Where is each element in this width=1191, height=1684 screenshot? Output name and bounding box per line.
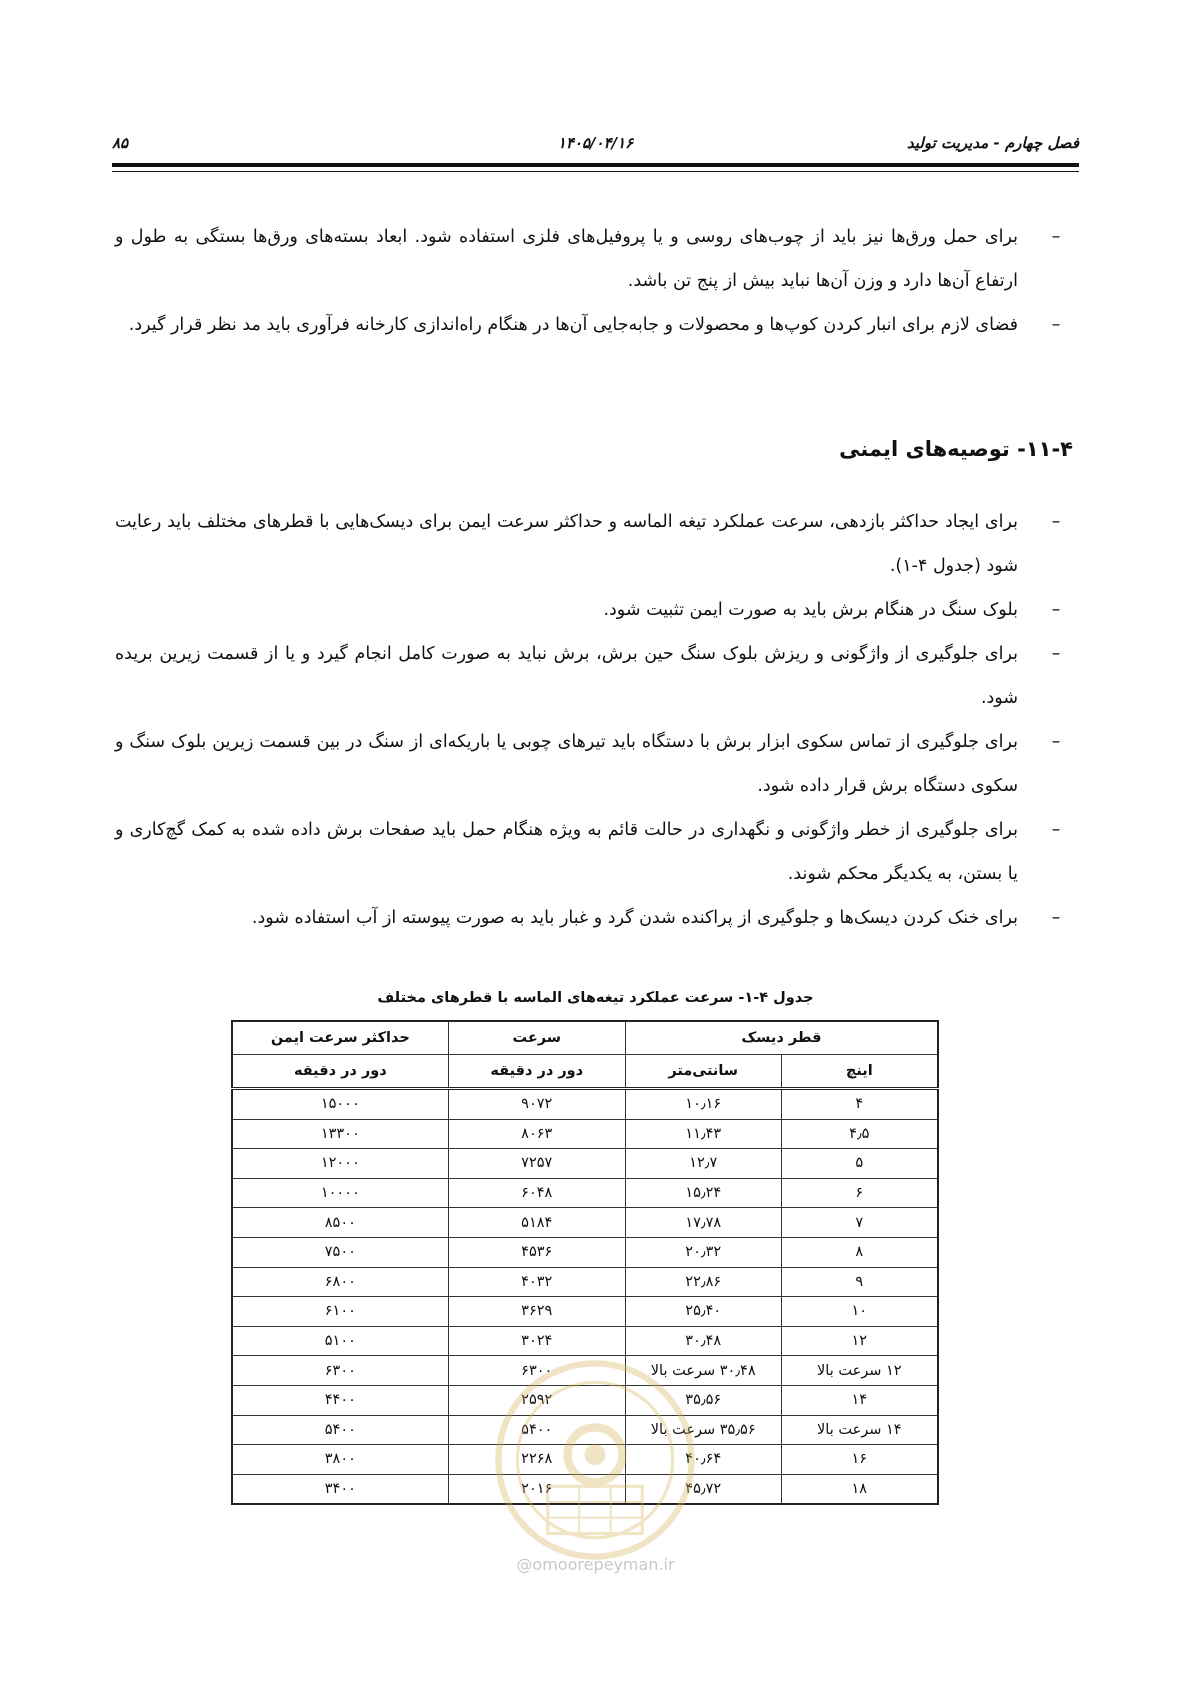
- bullet-item: [115, 303, 1073, 347]
- table-row: [232, 1208, 938, 1238]
- cell-inch: ۱۰: [781, 1297, 938, 1327]
- cell-max-safe-speed: ۵۱۰۰: [232, 1326, 448, 1356]
- cell-max-safe-speed: ۷۵۰۰: [232, 1237, 448, 1267]
- cell-cm: ۳۰٫۴۸ سرعت بالا: [625, 1356, 781, 1386]
- cell-max-safe-speed: ۱۰۰۰۰: [232, 1178, 448, 1208]
- cell-speed: ۹۰۷۲: [448, 1089, 625, 1120]
- bullet-text: برای جلوگیری از واژگونی و ریزش بلوک سنگ حین برش، برش نباید به صورت کامل انجام گیرد و یا از قسمت زیرین بریده شود.: [115, 644, 1018, 708]
- cell-cm: ۴۵٫۷۲: [625, 1474, 781, 1504]
- table-row: [232, 1297, 938, 1327]
- cell-inch: ۹: [781, 1267, 938, 1297]
- bullet-item: [115, 588, 1073, 632]
- subheader-max-unit: دور در دقیقه: [232, 1055, 448, 1089]
- cell-cm: ۲۵٫۴۰: [625, 1297, 781, 1327]
- cell-inch: ۱۲: [781, 1326, 938, 1356]
- cell-inch: ۱۴ سرعت بالا: [781, 1415, 938, 1445]
- chapter-title: فصل چهارم - مدیریت تولید: [906, 134, 1079, 152]
- bullet-dash-icon: –: [1051, 227, 1061, 247]
- cell-max-safe-speed: ۳۸۰۰: [232, 1445, 448, 1475]
- cell-cm: ۱۵٫۲۴: [625, 1178, 781, 1208]
- section-heading: ۱۱-۴- توصیه‌های ایمنی: [839, 437, 1073, 461]
- diamond-blade-speed-table: [231, 1020, 939, 1505]
- cell-inch: ۶: [781, 1178, 938, 1208]
- cell-max-safe-speed: ۱۵۰۰۰: [232, 1089, 448, 1120]
- cell-cm: ۲۲٫۸۶: [625, 1267, 781, 1297]
- page-number: ۸۵: [112, 134, 129, 152]
- table-row: [232, 1326, 938, 1356]
- cell-speed: ۴۵۳۶: [448, 1237, 625, 1267]
- table-caption: جدول ۴-۱- سرعت عملکرد تیغه‌های الماسه با قطرهای مختلف: [377, 990, 814, 1006]
- bullet-dash-icon: –: [1051, 600, 1061, 620]
- bullet-item: [115, 808, 1073, 896]
- cell-max-safe-speed: ۶۳۰۰: [232, 1356, 448, 1386]
- cell-speed: ۶۰۴۸: [448, 1178, 625, 1208]
- header-disc-diameter: قطر دیسک: [625, 1021, 938, 1055]
- cell-speed: ۲۰۱۶: [448, 1474, 625, 1504]
- bullet-text: بلوک سنگ در هنگام برش باید به صورت ایمن تثبیت شود.: [603, 600, 1018, 620]
- cell-speed: ۲۲۶۸: [448, 1445, 625, 1475]
- cell-speed: ۴۰۳۲: [448, 1267, 625, 1297]
- table-row: [232, 1356, 938, 1386]
- cell-inch: ۱۶: [781, 1445, 938, 1475]
- header-rule-thin: [112, 171, 1079, 172]
- subheader-speed-unit: دور در دقیقه: [448, 1055, 625, 1089]
- bullet-dash-icon: –: [1051, 732, 1061, 752]
- table-row: [232, 1089, 938, 1120]
- cell-cm: ۲۰٫۳۲: [625, 1237, 781, 1267]
- cell-inch: ۷: [781, 1208, 938, 1238]
- cell-cm: ۴۰٫۶۴: [625, 1445, 781, 1475]
- cell-max-safe-speed: ۴۴۰۰: [232, 1385, 448, 1415]
- bullet-text: برای خنک کردن دیسک‌ها و جلوگیری از پراکنده شدن گرد و غبار باید به صورت پیوسته از آب استفاده شود.: [251, 908, 1018, 928]
- subheader-inch: اینچ: [781, 1055, 938, 1089]
- bullet-item: [115, 896, 1073, 940]
- watermark-text: @omoorepeyman.ir: [516, 1555, 675, 1574]
- cell-speed: ۳۶۲۹: [448, 1297, 625, 1327]
- cell-cm: ۳۵٫۵۶: [625, 1385, 781, 1415]
- bullet-dash-icon: –: [1051, 644, 1061, 664]
- table-row: [232, 1237, 938, 1267]
- subheader-cm: سانتی‌متر: [625, 1055, 781, 1089]
- table-row: [232, 1119, 938, 1149]
- cell-speed: ۲۵۹۲: [448, 1385, 625, 1415]
- cell-inch: ۴: [781, 1089, 938, 1120]
- cell-max-safe-speed: ۶۱۰۰: [232, 1297, 448, 1327]
- cell-speed: ۳۰۲۴: [448, 1326, 625, 1356]
- bullet-text: برای ایجاد حداکثر بازدهی، سرعت عملکرد تیغه الماسه و حداکثر سرعت ایمن برای دیسک‌هایی با قطرهای مختلف باید رعایت شود (جدول ۴-۱).: [115, 512, 1018, 576]
- table-row: [232, 1149, 938, 1179]
- cell-speed: ۸۰۶۳: [448, 1119, 625, 1149]
- table-row: [232, 1445, 938, 1475]
- cell-speed: ۵۴۰۰: [448, 1415, 625, 1445]
- cell-max-safe-speed: ۶۸۰۰: [232, 1267, 448, 1297]
- cell-cm: ۱۷٫۷۸: [625, 1208, 781, 1238]
- bullet-dash-icon: –: [1051, 820, 1061, 840]
- bullet-text: فضای لازم برای انبار کردن کوپ‌ها و محصولات و جابه‌جایی آن‌ها در هنگام راه‌اندازی کارخانه فرآوری باید مد نظر قرار گیرد.: [128, 315, 1018, 335]
- cell-cm: ۱۲٫۷: [625, 1149, 781, 1179]
- header-date: ۱۴۰۵/۰۴/۱۶: [557, 134, 634, 152]
- bullet-dash-icon: –: [1051, 908, 1061, 928]
- bullet-dash-icon: –: [1051, 315, 1061, 335]
- cell-cm: ۱۰٫۱۶: [625, 1089, 781, 1120]
- cell-inch: ۱۴: [781, 1385, 938, 1415]
- table-row: [232, 1385, 938, 1415]
- bullet-item: [115, 632, 1073, 720]
- page-header: [112, 128, 1079, 158]
- bullet-item: [115, 500, 1073, 588]
- table-row: [232, 1415, 938, 1445]
- bullet-text: برای جلوگیری از تماس سکوی ابزار برش با دستگاه باید تیرهای چوبی یا باریکه‌ای از سنگ در بین قسمت زیرین بلوک سنگ و سکوی دستگاه برش قرار داده شود.: [115, 732, 1018, 796]
- cell-max-safe-speed: ۸۵۰۰: [232, 1208, 448, 1238]
- cell-inch: ۵: [781, 1149, 938, 1179]
- cell-inch: ۱۲ سرعت بالا: [781, 1356, 938, 1386]
- cell-max-safe-speed: ۱۲۰۰۰: [232, 1149, 448, 1179]
- table-row: [232, 1178, 938, 1208]
- header-max-safe-speed: حداکثر سرعت ایمن: [232, 1021, 448, 1055]
- cell-cm: ۳۰٫۴۸: [625, 1326, 781, 1356]
- cell-speed: ۶۳۰۰: [448, 1356, 625, 1386]
- table-row: [232, 1267, 938, 1297]
- bullet-item: [115, 720, 1073, 808]
- bullet-list-top: [115, 215, 1073, 347]
- cell-inch: ۱۸: [781, 1474, 938, 1504]
- cell-speed: ۷۲۵۷: [448, 1149, 625, 1179]
- bullet-text: برای حمل ورق‌ها نیز باید از چوب‌های روسی و یا پروفیل‌های فلزی استفاده شود. ابعاد بسته‌های ورق‌ها بستگی به طول و ارتفاع آن‌ها دارد و وزن آن‌ها نباید بیش از پنج تن باشد.: [115, 227, 1018, 291]
- bullet-dash-icon: –: [1051, 512, 1061, 532]
- bullet-item: [115, 215, 1073, 303]
- cell-cm: ۳۵٫۵۶ سرعت بالا: [625, 1415, 781, 1445]
- cell-cm: ۱۱٫۴۳: [625, 1119, 781, 1149]
- cell-inch: ۴٫۵: [781, 1119, 938, 1149]
- bullet-list-safety: [115, 500, 1073, 940]
- cell-inch: ۸: [781, 1237, 938, 1267]
- cell-speed: ۵۱۸۴: [448, 1208, 625, 1238]
- table-row: [232, 1474, 938, 1504]
- cell-max-safe-speed: ۵۴۰۰: [232, 1415, 448, 1445]
- cell-max-safe-speed: ۱۳۳۰۰: [232, 1119, 448, 1149]
- bullet-text: برای جلوگیری از خطر واژگونی و نگهداری در حالت قائم به ویژه هنگام حمل باید صفحات برش داده شده به کمک گچ‌کاری و یا بستن، به یکدیگر محکم شوند.: [115, 820, 1018, 884]
- header-rule-thick: [112, 163, 1079, 167]
- cell-max-safe-speed: ۳۴۰۰: [232, 1474, 448, 1504]
- header-speed: سرعت: [448, 1021, 625, 1055]
